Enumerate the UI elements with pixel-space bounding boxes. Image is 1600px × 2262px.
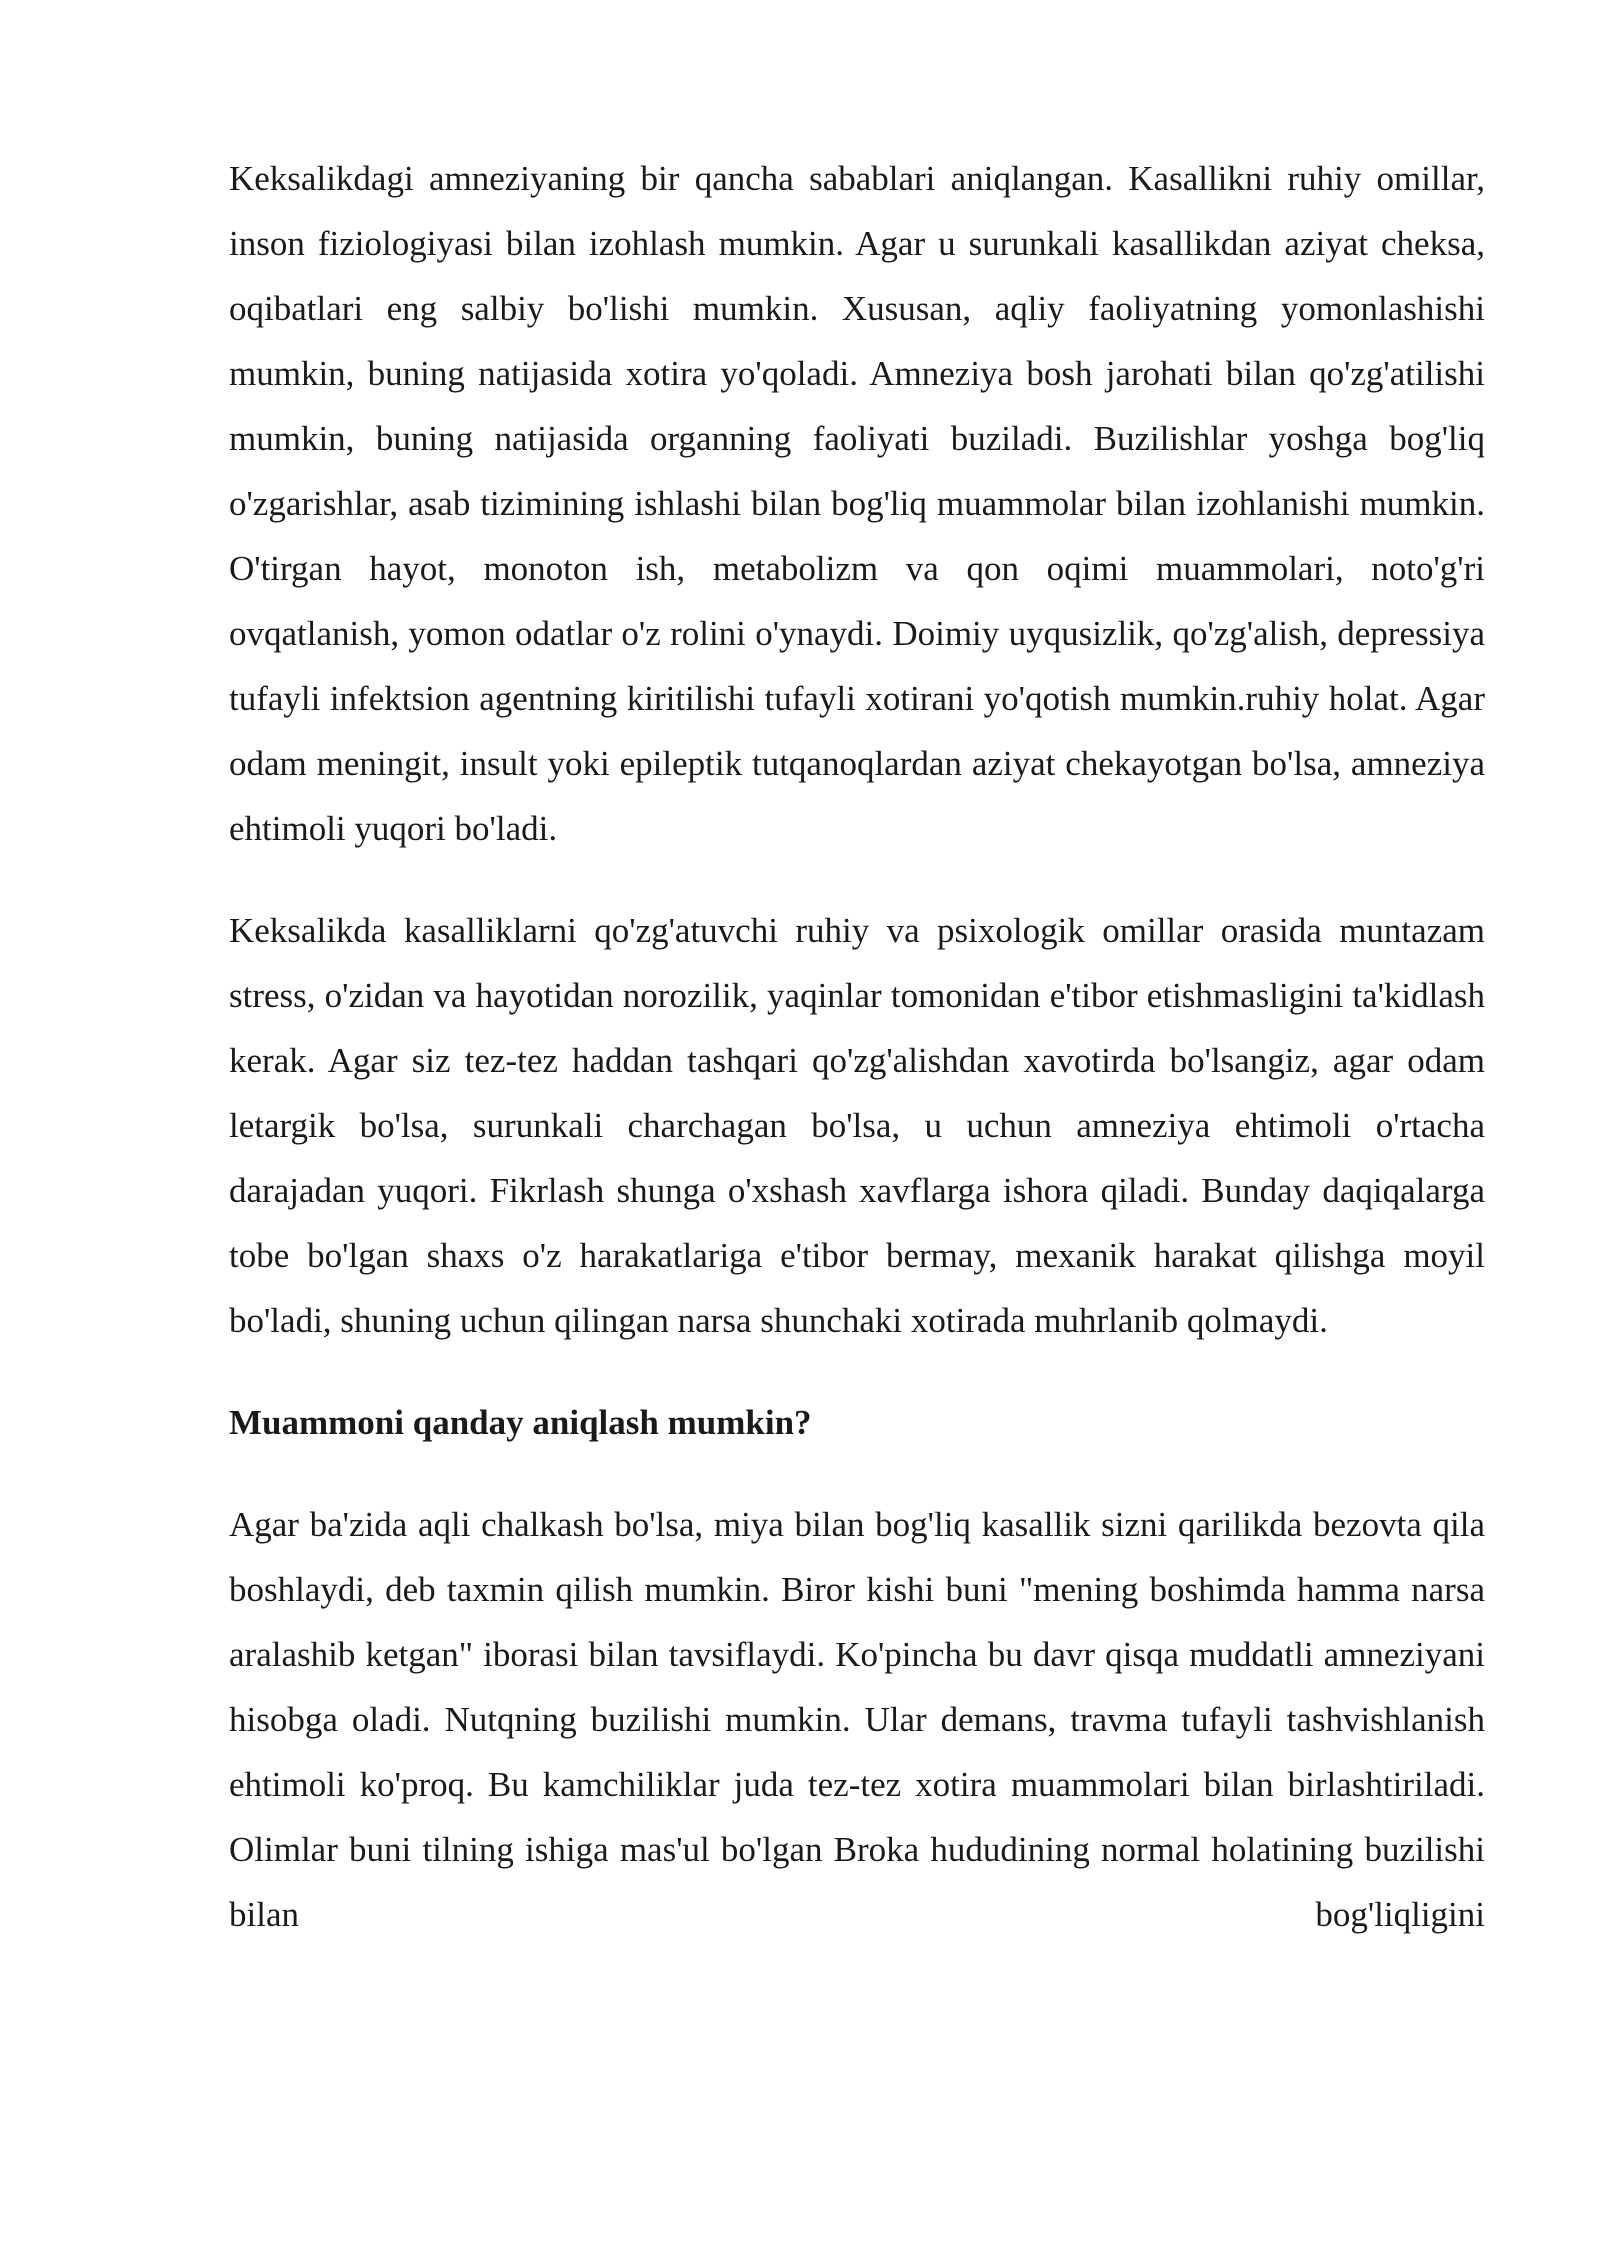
document-body <box>229 146 1485 1947</box>
section-heading: Muammoni qanday aniqlash mumkin? <box>229 1403 812 1442</box>
paragraph-detection: Agar ba'zida aqli chalkash bo'lsa, miya bilan bog'liq kasallik sizni qarilikda bezovta qila boshlaydi, deb taxmin qilish mumkin. Biror kishi buni "mening boshimda hamma narsa aralashib ketgan" iborasi bilan tavsiflaydi. Ko'pincha bu davr qisqa muddatli amneziyani hisobga oladi. Nutqning buzilishi mumkin. Ular demans, travma tufayli tashvishlanish ehtimoli ko'proq. Bu kamchiliklar juda tez-tez xotira muammolari bilan birlashtiriladi. Olimlar buni tilning ishiga mas'ul bo'lgan Broka hududining normal holatining buzilishi bilan bog'liqligini <box>229 1505 1485 1934</box>
paragraph-psychological-factors: Keksalikda kasalliklarni qo'zg'atuvchi ruhiy va psixologik omillar orasida muntazam stress, o'zidan va hayotidan norozilik, yaqinlar tomonidan e'tibor etishmasligini ta'kidlash kerak. Agar siz tez-tez haddan tashqari qo'zg'alishdan xavotirda bo'lsangiz, agar odam letargik bo'lsa, surunkali charchagan bo'lsa, u uchun amneziya ehtimoli o'rtacha darajadan yuqori. Fikrlash shunga o'xshash xavflarga ishora qiladi. Bunday daqiqalarga tobe bo'lgan shaxs o'z harakatlariga e'tibor bermay, mexanik harakat qilishga moyil bo'ladi, shuning uchun qilingan narsa shunchaki xotirada muhrlanib qolmaydi. <box>229 911 1485 1340</box>
paragraph-causes-of-amnesia: Keksalikdagi amneziyaning bir qancha sabablari aniqlangan. Kasallikni ruhiy omillar, inson fiziologiyasi bilan izohlash mumkin. Agar u surunkali kasallikdan aziyat cheksa, oqibatlari eng salbiy bo'lishi mumkin. Xususan, aqliy faoliyatning yomonlashishi mumkin, buning natijasida xotira yo'qoladi. Amneziya bosh jarohati bilan qo'zg'atilishi mumkin, buning natijasida organning faoliyati buziladi. Buzilishlar yoshga bog'liq o'zgarishlar, asab tizimining ishlashi bilan bog'liq muammolar bilan izohlanishi mumkin. O'tirgan hayot, monoton ish, metabolizm va qon oqimi muammolari, noto'g'ri ovqatlanish, yomon odatlar o'z rolini o'ynaydi. Doimiy uyqusizlik, qo'zg'alish, depressiya tufayli infektsion agentning kiritilishi tufayli xotirani yo'qotish mumkin.ruhiy holat. Agar odam meningit, insult yoki epileptik tutqanoqlardan aziyat chekayotgan bo'lsa, amneziya ehtimoli yuqori bo'ladi. <box>229 159 1485 848</box>
